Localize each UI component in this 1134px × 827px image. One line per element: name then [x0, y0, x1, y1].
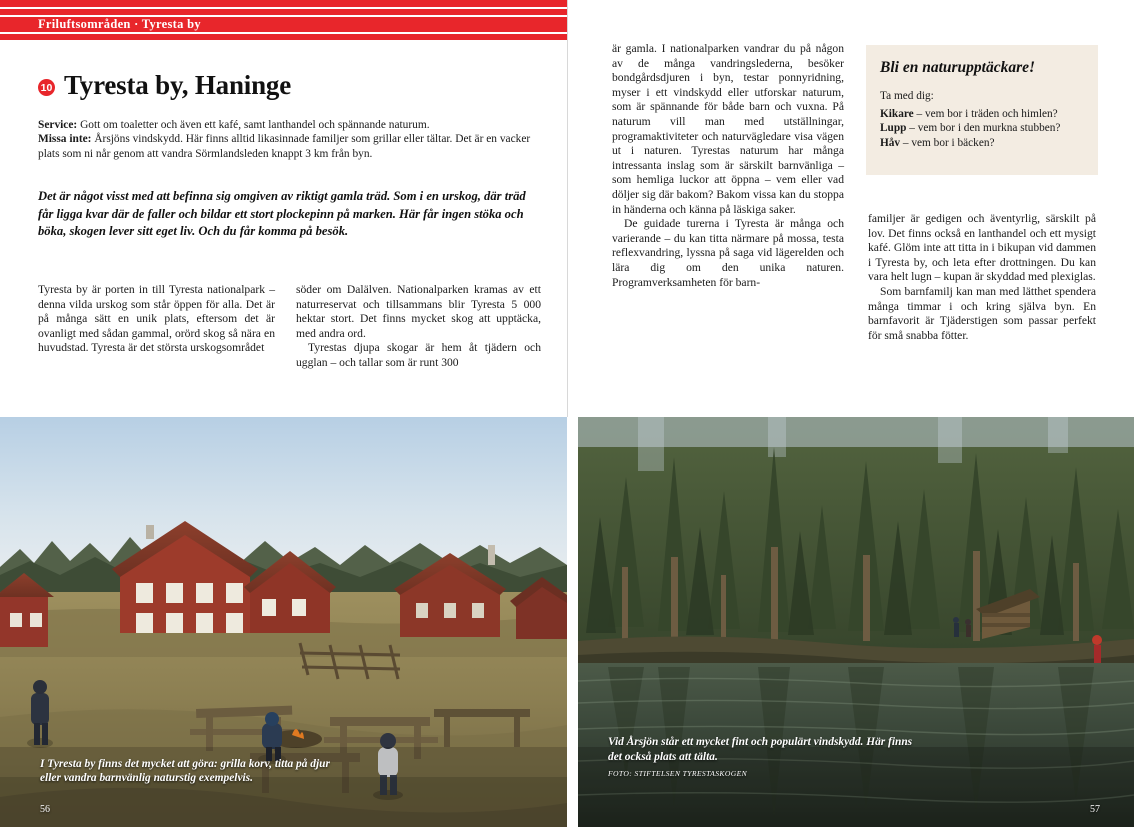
folio-left: 56: [40, 804, 50, 815]
paragraph: Tyresta by är porten in till Tyresta nationalpark – denna vilda urskog som står öppen för alla. Det är på många sätt en unik plats, eftersom det är ovanligt med sådan gammal, orörd skog så nära en huvudstad. Tyresta är det största urskogsområdet: [38, 283, 275, 355]
photo-right-caption-text: Vid Årsjön står ett mycket fint och populärt vindskydd. Här finns det också plats att tälta.: [608, 736, 913, 763]
paragraph: De guidade turerna i Tyresta är många och varierande – du kan titta närmare på mossa, testa reflexvandring, lyssna på saga vid lägerelden och lära dig om den unika naturen. Programverksamheten för barn-: [612, 217, 844, 289]
body-column-left-2: [296, 283, 541, 371]
article-intro: Det är något visst med att befinna sig omgiven av riktigt gamla träd. Som i en urskog, där träd får ligga kvar där de faller och bildar ett stort plockepinn på marken. Här får ingen stöka och böka, skogen lever sitt eget liv. Och du får komma på besök.: [38, 189, 526, 239]
article-number-badge: 10: [38, 79, 55, 96]
factbox-item: [880, 121, 1084, 136]
paragraph: Som barnfamilj kan man med lätthet spendera många timmar i och kring själva byn. En barnfavorit är Tjäderstigen som passar perfekt för små snabba fötter.: [868, 284, 1096, 342]
paragraph: är gamla. I nationalparken vandrar du på någon av de många vandringslederna, besöker bondgårdsdjuren i byn, testar ponnyridning, myser i ett vindskydd eller utforskar naturum, som är spännande för både barn och vuxna. På naturum vill man med utställningar, programaktiviteter och naturvägledare visa vägen ut i naturen. Tyrestas naturum har många intressanta inslag som är särskilt barnvänliga – som hemliga luckor att öppna – vem eller vad döljer sig där bakom? Bakom vissa kan du stoppa in händerna och känna på läskiga saker.: [612, 42, 844, 216]
folio-right: 57: [1090, 804, 1100, 815]
miss-text: Årsjöns vindskydd. Här finns alltid likasinnade familjer som grillar eller tältar. Det är en vacker plats som ni når genom att vandra Sörmlandsleden knappt 3 km från byn.: [38, 133, 531, 160]
photo-left-caption: I Tyresta by finns det mycket att göra: grilla korv, titta på djur eller vandra barnvänlig naturstig exempelvis.: [40, 757, 330, 784]
paragraph: familjer är gedigen och äventyrlig, särskilt på lov. Det finns också en lanthandel och ett mysigt kafé. Glöm inte att titta in i bikupan vid dammen i Tyresta by, och leta efter drottningen. Du kan vara helt lugn – kupan är skyddad med plexiglas.: [868, 212, 1096, 284]
service-info: [38, 118, 551, 161]
photo-arsjon: [578, 417, 1134, 827]
body-column-left-1: [38, 283, 275, 356]
factbox-item-term: Håv: [880, 136, 901, 149]
factbox: [866, 45, 1098, 175]
service-text: Gott om toaletter och även ett kafé, samt lanthandel och spännande naturum.: [77, 119, 430, 131]
page-title: Tyresta by, Haninge: [64, 70, 291, 100]
factbox-item-term: Lupp: [880, 122, 907, 135]
paragraph: söder om Dalälven. Nationalparken kramas av ett naturreservat och tillsammans blir Tyresta 5 000 hektar stort. Det finns mycket skog att upptäcka, med andra ord.: [296, 283, 541, 340]
breadcrumb: Friluftsområden · Tyresta by: [38, 17, 201, 31]
header-band: [0, 0, 567, 40]
page-title-group: [38, 70, 538, 101]
factbox-item: [880, 107, 1084, 122]
factbox-item: [880, 136, 1084, 151]
miss-label: Missa inte:: [38, 133, 92, 146]
header-stripe-4: [0, 34, 567, 40]
miss-line: [38, 132, 551, 161]
service-line: [38, 118, 551, 132]
service-label: Service:: [38, 119, 78, 131]
factbox-item-desc: – vem bor i bäcken?: [900, 136, 995, 149]
body-column-right-2: [868, 212, 1096, 343]
factbox-item-desc: – vem bor i den murkna stubben?: [906, 122, 1061, 135]
body-column-right-1: [612, 42, 844, 290]
header-stripe-1: [0, 0, 567, 7]
page-gutter: [567, 0, 578, 417]
page-gutter-rule: [567, 0, 568, 417]
factbox-title: Bli en naturupptäckare!: [880, 59, 1036, 76]
paragraph: Tyrestas djupa skogar är hem åt tjädern och ugglan – och tallar som är runt 300: [296, 341, 541, 369]
factbox-item-term: Kikare: [880, 107, 914, 120]
factbox-item-desc: – vem bor i träden och himlen?: [913, 107, 1058, 120]
header-stripe-2: [0, 9, 567, 15]
photo-right-caption: [608, 735, 918, 781]
photo-tyresta-by: [0, 417, 567, 827]
photo-right-credit: FOTO: STIFTELSEN TYRESTASKOGEN: [608, 768, 748, 778]
factbox-lead: Ta med dig:: [880, 90, 934, 102]
